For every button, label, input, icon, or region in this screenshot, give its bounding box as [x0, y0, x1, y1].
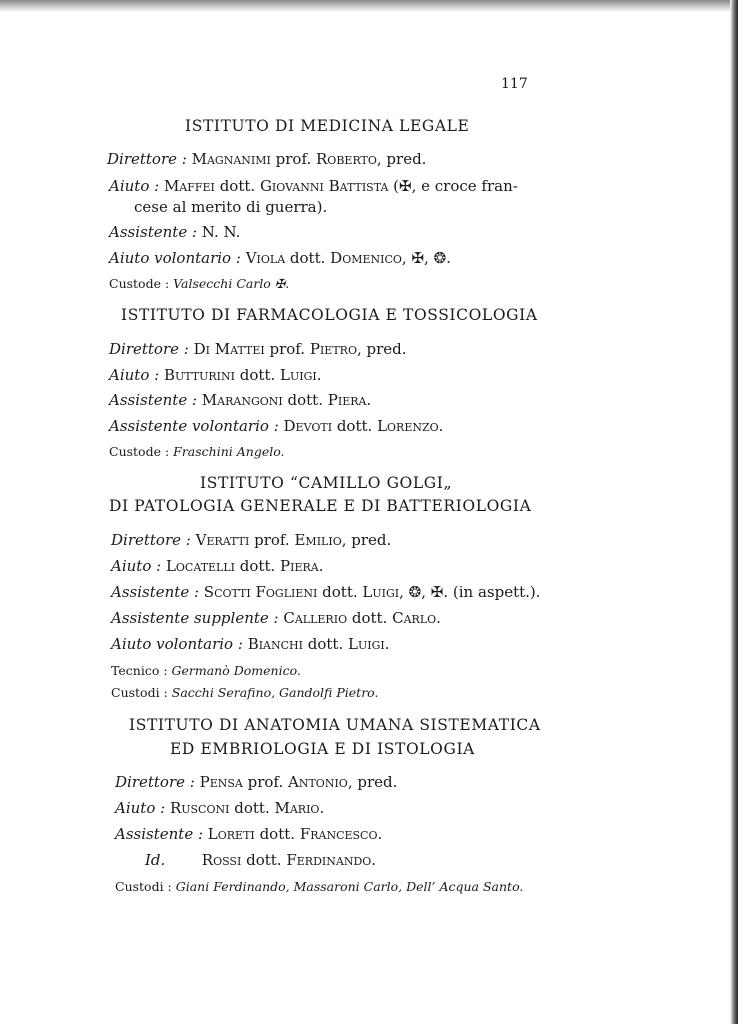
surname: Butturini [163, 366, 235, 384]
tail: . [319, 799, 325, 817]
custode-label: Custodi : [111, 685, 168, 700]
title: prof. [254, 531, 290, 549]
tecnico-line [111, 663, 301, 678]
tail: , pred. [347, 773, 398, 791]
tecnico-name: Germanò Domenico. [171, 663, 301, 678]
role-label: Assistente volontario : [109, 417, 279, 435]
page-number: 117 [501, 76, 528, 92]
entry-line [109, 249, 451, 267]
tail: , ✠, ❂. [401, 249, 451, 267]
entry-line [109, 366, 322, 384]
scan-right-edge [730, 0, 738, 1024]
title: prof. [275, 150, 312, 168]
tail: , ❂, ✠. (in aspett.). [399, 583, 541, 601]
title: dott. [336, 417, 373, 435]
surname: Rossi [201, 851, 242, 869]
role-label: Aiuto : [109, 366, 160, 384]
role-label: Direttore : [107, 150, 187, 168]
section-heading: ISTITUTO DI FARMACOLOGIA E TOSSICOLOGIA [121, 306, 538, 324]
entry-line [115, 825, 382, 843]
surname: Pensa [199, 773, 243, 791]
tail: , pred. [356, 340, 407, 358]
role-label: Aiuto volontario : [109, 249, 241, 267]
title: dott. [322, 583, 358, 601]
custode-name: Giani Ferdinando, Massaroni Carlo, Dell’ Acqua Santo. [175, 879, 524, 894]
entry-line [109, 391, 371, 409]
title: dott. [287, 391, 323, 409]
role-label: Aiuto volontario : [111, 635, 243, 653]
surname: Rusconi [169, 799, 230, 817]
title: N. N. [201, 223, 241, 241]
surname: Marangoni [201, 391, 283, 409]
role-label: Id. [145, 851, 166, 869]
tail: , pred. [376, 150, 427, 168]
tail: . [377, 825, 383, 843]
role-label: Assistente : [111, 583, 200, 601]
section-heading: ISTITUTO DI MEDICINA LEGALE [185, 117, 470, 135]
tail: . [436, 609, 441, 627]
entry-line [145, 851, 376, 869]
tecnico-label: Tecnico : [111, 663, 168, 678]
role-label: Assistente supplente : [111, 609, 279, 627]
tail: . [384, 635, 390, 653]
tail: . [318, 557, 324, 575]
entry-continuation: cese al merito di guerra). [134, 198, 328, 216]
surname: Di Mattei [193, 340, 265, 358]
role-label: Aiuto : [111, 557, 162, 575]
title: dott. [219, 177, 256, 195]
custode-name: Fraschini Angelo. [173, 444, 285, 459]
title: dott. [307, 635, 344, 653]
tail: . [438, 417, 444, 435]
role-label: Direttore : [111, 531, 191, 549]
first-name: Lorenzo [377, 417, 439, 435]
surname: Veratti [195, 531, 250, 549]
surname: Viola [245, 249, 286, 267]
title: dott. [289, 249, 326, 267]
role-label: Assistente : [109, 223, 198, 241]
surname: Magnanimi [191, 150, 271, 168]
first-name: Piera [327, 391, 367, 409]
role-label: Assistente : [115, 825, 204, 843]
first-name: Roberto [316, 150, 377, 168]
section-heading: ISTITUTO DI ANATOMIA UMANA SISTEMATICA [129, 716, 541, 734]
role-label: Assistente : [109, 391, 198, 409]
surname: Scotti Foglieni [203, 583, 318, 601]
section-heading: DI PATOLOGIA GENERALE E DI BATTERIOLOGIA [109, 497, 532, 515]
section-heading: ED EMBRIOLOGIA E DI ISTOLOGIA [170, 740, 475, 758]
custode-label: Custode : [109, 444, 170, 459]
entry-line [115, 799, 324, 817]
title: dott. [259, 825, 296, 843]
surname: Callerio [283, 609, 348, 627]
first-name: Francesco [299, 825, 378, 843]
title: dott. [239, 557, 276, 575]
tail: (✠, e croce fran- [388, 177, 518, 195]
first-name: Mario [274, 799, 320, 817]
title: dott. [246, 851, 282, 869]
custode-label: Custode : [109, 276, 170, 291]
custode-name: Valsecchi Carlo ✠. [173, 276, 290, 291]
entry-line [107, 150, 426, 168]
surname: Devoti [283, 417, 333, 435]
surname: Maffei [163, 177, 215, 195]
title: prof. [269, 340, 306, 358]
tail: . [371, 851, 377, 869]
first-name: Antonio [288, 773, 348, 791]
surname: Bianchi [247, 635, 303, 653]
entry-line [111, 609, 441, 627]
first-name: Emilio [294, 531, 342, 549]
entry-line [111, 583, 541, 601]
custode-name: Sacchi Serafino, Gandolfi Pietro. [171, 685, 379, 700]
role-label: Direttore : [109, 340, 189, 358]
entry-line [109, 417, 443, 435]
entry-line [109, 340, 407, 358]
entry-line [109, 223, 240, 241]
custode-line [109, 276, 289, 291]
custode-label: Custodi : [115, 879, 172, 894]
surname: Locatelli [165, 557, 236, 575]
entry-line [111, 635, 390, 653]
entry-line [111, 557, 324, 575]
first-name: Domenico [330, 249, 402, 267]
custode-line [111, 685, 378, 700]
scan-top-edge [0, 0, 738, 12]
role-label: Aiuto : [109, 177, 160, 195]
tail: . [366, 391, 372, 409]
entry-line [109, 177, 518, 195]
first-name: Luigi [280, 366, 317, 384]
custode-line [115, 879, 523, 894]
role-label: Direttore : [115, 773, 195, 791]
tail: , pred. [341, 531, 392, 549]
first-name: Carlo [392, 609, 437, 627]
title: dott. [351, 609, 388, 627]
first-name: Luigi [348, 635, 385, 653]
first-name: Pietro [309, 340, 357, 358]
first-name: Giovanni Battista [259, 177, 389, 195]
entry-line [115, 773, 397, 791]
title: prof. [247, 773, 284, 791]
entry-line [111, 531, 391, 549]
role-label: Aiuto : [115, 799, 166, 817]
tail: . [316, 366, 322, 384]
first-name: Luigi [362, 583, 400, 601]
title: dott. [239, 366, 276, 384]
title: dott. [234, 799, 270, 817]
custode-line [109, 444, 285, 459]
first-name: Piera [280, 557, 319, 575]
first-name: Ferdinando [286, 851, 372, 869]
section-heading: ISTITUTO “CAMILLO GOLGI„ [200, 474, 453, 492]
surname: Loreti [207, 825, 255, 843]
